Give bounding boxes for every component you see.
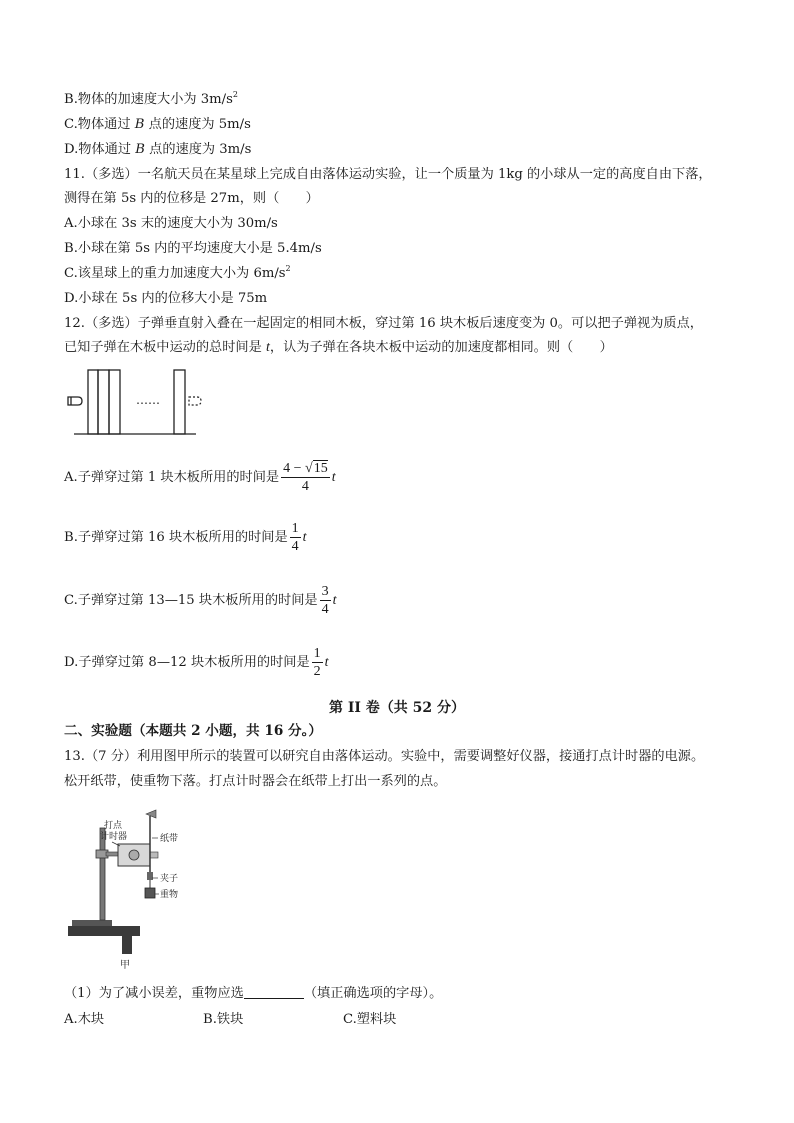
fig-caption: 甲 bbox=[120, 960, 130, 971]
q12-option-a: A.子弹穿过第 1 块木板所用的时间是 $\frac{4 - √15}{4}$ t bbox=[64, 461, 336, 494]
q10-option-d: D.物体通过 B 点的速度为 3m/s bbox=[64, 142, 252, 157]
answer-blank[interactable] bbox=[244, 986, 304, 999]
fig-label-timer-1: 打点 bbox=[104, 821, 123, 831]
q13-option-a: A.木块 bbox=[64, 1012, 105, 1027]
q12-stem-line1: 12.（多选）子弹垂直射入叠在一起固定的相同木板，穿过第 16 块木板后速度变为 0。可以把子弹视为质点， bbox=[64, 316, 703, 331]
q10-option-b: B.物体的加速度大小为 $3m/s^2$ bbox=[64, 90, 238, 107]
fig-label-tape: 纸带 bbox=[160, 834, 179, 844]
q10-option-c: C.物体通过 B 点的速度为 5m/s bbox=[64, 117, 251, 132]
q12-option-b: B.子弹穿过第 16 块木板所用的时间是 $\frac{1}{4}$ t bbox=[64, 521, 307, 554]
q11-stem-line2: 测得在第 5s 内的位移是 27m，则（ ） bbox=[64, 191, 319, 206]
fig-label-clip: 夹子 bbox=[160, 874, 179, 884]
fig-label-weight: 重物 bbox=[160, 890, 179, 900]
q13-stem-line1: 13.（7 分）利用图甲所示的装置可以研究自由落体运动。实验中，需要调整好仪器，接通打点计时器的电源。 bbox=[64, 749, 705, 764]
section-2-heading: 二、实验题（本题共 2 小题，共 16 分。） bbox=[64, 723, 323, 739]
free-fall-apparatus-figure bbox=[66, 808, 206, 972]
q13-sub1: （1）为了减小误差，重物应选 （填正确选项的字母）。 bbox=[64, 986, 443, 1001]
q12-option-c: C.子弹穿过第 13—15 块木板所用的时间是 $\frac{3}{4}$ t bbox=[64, 584, 337, 617]
q13-stem-line2: 松开纸带，使重物下落。打点计时器会在纸带上打出一系列的点。 bbox=[64, 774, 447, 789]
bullet-boards-diagram bbox=[62, 364, 212, 438]
diagram-ellipsis: …… bbox=[136, 393, 160, 407]
q12-stem-line2: 已知子弹在木板中运动的总时间是 t，认为子弹在各块木板中运动的加速度都相同。则（ ） bbox=[64, 340, 613, 355]
q12-option-d: D.子弹穿过第 8—12 块木板所用的时间是 $\frac{1}{2}$ t bbox=[64, 646, 329, 679]
q11-option-c: C.该星球上的重力加速度大小为 $6m/s^2$ bbox=[64, 264, 291, 281]
section-2-title: 第 II 卷（共 52 分） bbox=[328, 700, 466, 716]
q11-option-d: D.小球在 5s 内的位移大小是 75m bbox=[64, 291, 268, 306]
fig-label-timer-2: 计时器 bbox=[100, 832, 128, 842]
q13-option-b: B.铁块 bbox=[203, 1012, 244, 1027]
q11-stem-line1: 11.（多选）一名航天员在某星球上完成自由落体运动实验，让一个质量为 1kg 的小球从一定的高度自由下落， bbox=[64, 167, 712, 182]
q11-option-b: B.小球在第 5s 内的平均速度大小是 5.4m/s bbox=[64, 241, 322, 256]
q13-option-c: C.塑料块 bbox=[343, 1012, 397, 1027]
q11-option-a: A.小球在 3s 末的速度大小为 30m/s bbox=[64, 216, 278, 231]
